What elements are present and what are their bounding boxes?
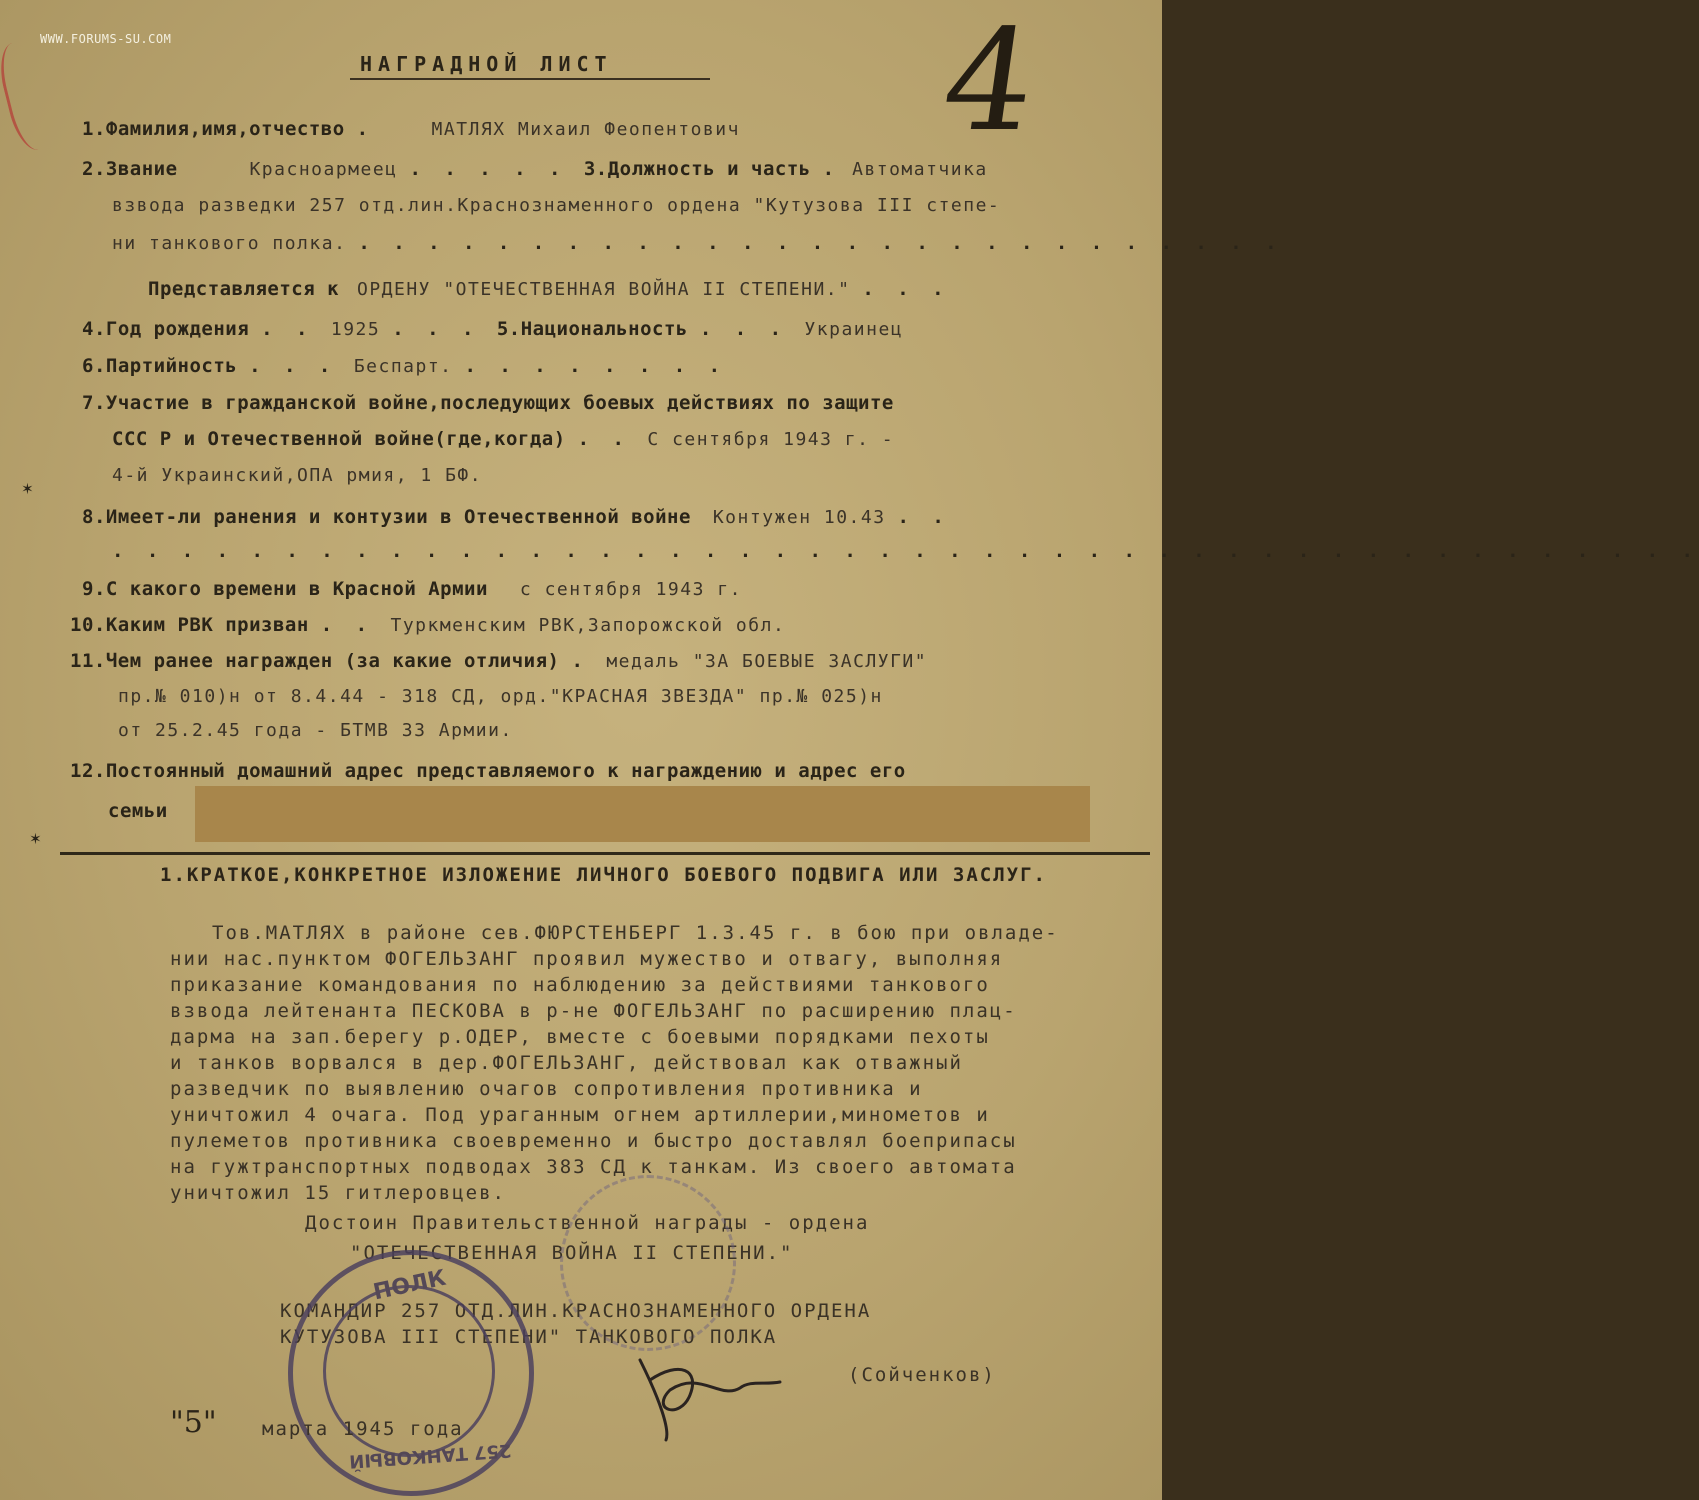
- presented-row: Представляется к ОРДЕНУ "ОТЕЧЕСТВЕННАЯ ВОЙНА II СТЕПЕНИ." . . .: [148, 278, 950, 300]
- field-10-row: 10.Каким РВК призван . . Туркменским РВК,Запорожской обл.: [70, 614, 786, 636]
- field-1-label: 1.Фамилия,имя,отчество: [82, 118, 345, 140]
- field-11-label: 11.Чем ранее награжден (за какие отличия): [70, 650, 560, 672]
- faint-stamp-impression: [560, 1175, 736, 1351]
- field-3-value: Автоматчика: [852, 159, 988, 180]
- field-2-label: 2.Звание: [82, 158, 178, 180]
- field-10-label: 10.Каким РВК призван: [70, 614, 309, 636]
- field-11-value-2: пр.№ 010)н от 8.4.44 - 318 СД, орд."КРАСНАЯ ЗВЕЗДА" пр.№ 025)н: [118, 686, 883, 707]
- field-3-continuation-1: взвода разведки 257 отд.лин.Краснознаменного ордена "Кутузова III степе-: [112, 195, 1001, 216]
- field-11-value-3: от 25.2.45 года - БТМВ 33 Армии.: [118, 720, 513, 741]
- watermark: WWW.FORUMS-SU.COM: [40, 32, 172, 46]
- narrative-line: дарма на зап.берегу р.ОДЕР, вместе с боевыми порядками пехоты: [170, 1026, 990, 1048]
- field-2-row: 2.Звание Красноармеец . . . . . 3.Должность и часть . Автоматчика: [82, 158, 988, 180]
- commander-line-1: КОМАНДИР 257 ОТД.ЛИН.КРАСНОЗНАМЕННОГО ОРДЕНА: [280, 1300, 872, 1322]
- field-8-dotted-line: . . . . . . . . . . . . . . . . . . . . . . . . . . . . . . . . . . . . . . . . . . . . . .: [112, 540, 1699, 562]
- punch-hole-mark: ✶: [22, 478, 33, 499]
- punch-hole-mark-2: ✶: [30, 828, 41, 849]
- narrative-line: приказание командования по наблюдению за действиями танкового: [170, 974, 990, 996]
- field-9-value: с сентября 1943 г.: [519, 579, 742, 600]
- conclusion-line-1: Достоин Правительственной награды - ордена: [305, 1212, 870, 1234]
- field-1-value: МАТЛЯХ Михаил Феопентович: [431, 119, 740, 140]
- field-7-label-2: ССС Р и Отечественной войне(где,когда): [112, 428, 566, 450]
- presented-label: Представляется к: [148, 278, 340, 300]
- field-12-label-2: семьи: [108, 800, 168, 822]
- date-month-year: марта 1945 года: [262, 1418, 464, 1440]
- regiment-round-stamp: [288, 1250, 534, 1496]
- section-heading: 1.КРАТКОЕ,КОНКРЕТНОЕ ИЗЛОЖЕНИЕ ЛИЧНОГО БОЕВОГО ПОДВИГА ИЛИ ЗАСЛУГ.: [160, 864, 1047, 886]
- field-4-row: 4.Год рождения . . 1925 . . . 5.Национальность . . . Украинец: [82, 318, 904, 340]
- stamp-text-bottom: 257 ТАНКОВЫЙ: [348, 1439, 513, 1472]
- date-day: "5": [170, 1405, 217, 1440]
- field-5-value: Украинец: [804, 319, 904, 340]
- commander-signature: [630, 1340, 790, 1450]
- narrative-line: на гужтранспортных подводах 383 СД к танкам. Из своего автомата: [170, 1156, 1017, 1178]
- commander-line-2: КУТУЗОВА III СТЕПЕНИ" ТАНКОВОГО ПОЛКА: [280, 1326, 778, 1348]
- document-title: НАГРАДНОЙ ЛИСТ: [360, 52, 613, 76]
- field-6-label: 6.Партийность: [82, 355, 238, 377]
- field-8-row: 8.Имеет-ли ранения и контузии в Отечественной войне Контужен 10.43 . .: [82, 506, 950, 528]
- field-8-value: Контужен 10.43: [712, 507, 886, 528]
- field-7-label-1: 7.Участие в гражданской войне,последующих боевых действиях по защите: [82, 392, 894, 414]
- presented-value: ОРДЕНУ "ОТЕЧЕСТВЕННАЯ ВОЙНА II СТЕПЕНИ.": [356, 279, 851, 300]
- field-8-label: 8.Имеет-ли ранения и контузии в Отечественной войне: [82, 506, 691, 528]
- field-7-row-2: ССС Р и Отечественной войне(где,когда) . . С сентября 1943 г. -: [112, 428, 895, 450]
- field-6-value: Беспарт.: [353, 356, 453, 377]
- redacted-address-block: [195, 786, 1090, 842]
- conclusion-line-2: "ОТЕЧЕСТВЕННАЯ ВОЙНА II СТЕПЕНИ.": [350, 1242, 794, 1264]
- field-3-continuation-2: ни танкового полка.: [112, 233, 347, 254]
- field-4-value: 1925: [330, 319, 381, 340]
- field-6-row: 6.Партийность . . . Беспарт. . . . . . . . .: [82, 355, 727, 377]
- field-5-label: 5.Национальность: [496, 318, 688, 340]
- narrative-line: разведчик по выявлению очагов сопротивления противника и: [170, 1078, 923, 1100]
- handwritten-sheet-number: 4: [933, 0, 1046, 163]
- field-7-value-1: С сентября 1943 г. -: [647, 429, 895, 450]
- narrative-line: взвода лейтенанта ПЕСКОВА в р-не ФОГЕЛЬЗАНГ по расширению плац-: [170, 1000, 1017, 1022]
- narrative-line: и танков ворвался в дер.ФОГЕЛЬЗАНГ, действовал как отважный: [170, 1052, 963, 1074]
- narrative-line: нии нас.пунктом ФОГЕЛЬЗАНГ проявил мужество и отвагу, выполняя: [170, 948, 1004, 970]
- field-11-row: 11.Чем ранее награжден (за какие отличия) . медаль "ЗА БОЕВЫЕ ЗАСЛУГИ": [70, 650, 928, 672]
- field-9-label: 9.С какого времени в Красной Армии: [82, 578, 488, 600]
- commander-name: (Сойченков): [848, 1364, 996, 1386]
- field-4-label: 4.Год рождения: [82, 318, 250, 340]
- field-1-row: 1.Фамилия,имя,отчество . МАТЛЯХ Михаил Феопентович: [82, 118, 740, 140]
- field-10-value: Туркменским РВК,Запорожской обл.: [390, 615, 786, 636]
- field-9-row: [82, 578, 742, 600]
- narrative-line: пулеметов противника своевременно и быстро доставлял боеприпасы: [170, 1130, 1017, 1152]
- field-3-continuation-2-row: ни танкового полка. . . . . . . . . . . . . . . . . . . . . . . . . . . .: [112, 232, 1283, 254]
- field-11-value-1: медаль "ЗА БОЕВЫЕ ЗАСЛУГИ": [606, 651, 928, 672]
- field-3-label: 3.Должность и часть: [583, 158, 811, 180]
- narrative-line: Тов.МАТЛЯХ в районе сев.ФЮРСТЕНБЕРГ 1.3.45 г. в бою при овладе-: [212, 922, 1059, 944]
- title-underline: [350, 78, 710, 80]
- stamp-text-top: ПОЛК: [371, 1265, 449, 1306]
- narrative-line: уничтожил 4 очага. Под ураганным огнем артиллерии,минометов и: [170, 1104, 990, 1126]
- section-divider: [60, 852, 1150, 855]
- field-2-value: Красноармеец: [249, 159, 398, 180]
- field-12-label-1: 12.Постоянный домашний адрес представляемого к награждению и адрес его: [70, 760, 906, 782]
- red-pencil-mark: [0, 36, 68, 155]
- field-7-value-2: 4-й Украинский,ОПА рмия, 1 БФ.: [112, 465, 483, 486]
- narrative-line: уничтожил 15 гитлеровцев.: [170, 1182, 506, 1204]
